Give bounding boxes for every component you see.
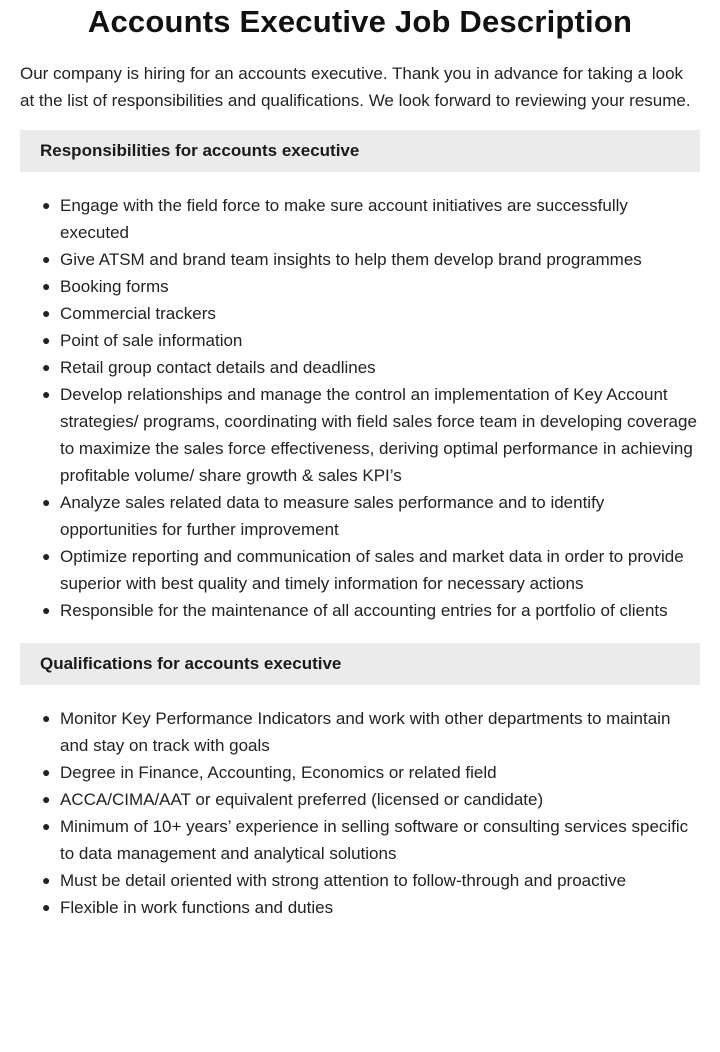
bullet-icon: ● [42, 305, 51, 321]
list-item: ● Develop relationships and manage the control an implementation of Key Account strategies/ programs, coordinating with field sales force team in developing coverage to maximize the sales force effectiveness, deriving optimal performance in achieving profitable volume/ share growth & sales KPI’s [60, 381, 700, 489]
bullet-icon: ● [42, 251, 51, 267]
list-item: ● Retail group contact details and deadlines [60, 354, 700, 381]
bullet-icon: ● [42, 872, 51, 888]
bullet-icon: ● [42, 899, 51, 915]
list-item: ● ACCA/CIMA/AAT or equivalent preferred (licensed or candidate) [60, 786, 700, 813]
bullet-icon: ● [42, 332, 51, 348]
bullet-icon: ● [42, 602, 51, 618]
bullet-icon: ● [42, 197, 51, 213]
qualifications-list [20, 705, 700, 921]
intro-paragraph: Our company is hiring for an accounts executive. Thank you in advance for taking a look at the list of responsibilities and qualifications. We look forward to reviewing your resume. [20, 64, 691, 110]
list-item: ● Minimum of 10+ years’ experience in selling software or consulting services specific to data management and analytical solutions [60, 813, 700, 867]
list-item: ● Analyze sales related data to measure sales performance and to identify opportunities for further improvement [60, 489, 700, 543]
bullet-icon: ● [42, 494, 51, 510]
bullet-icon: ● [42, 710, 51, 726]
bullet-icon: ● [42, 278, 51, 294]
responsibilities-heading: Responsibilities for accounts executive [20, 130, 700, 172]
list-item: ● Degree in Finance, Accounting, Economics or related field [60, 759, 700, 786]
list-item: ● Monitor Key Performance Indicators and work with other departments to maintain and stay on track with goals [60, 705, 700, 759]
qualifications-heading: Qualifications for accounts executive [20, 643, 700, 685]
list-item: ● Flexible in work functions and duties [60, 894, 700, 921]
list-item: ● Optimize reporting and communication of sales and market data in order to provide superior with best quality and timely information for necessary actions [60, 543, 700, 597]
bullet-icon: ● [42, 359, 51, 375]
list-item: ● Engage with the field force to make sure account initiatives are successfully executed [60, 192, 700, 246]
bullet-icon: ● [42, 764, 51, 780]
list-item: ● Responsible for the maintenance of all accounting entries for a portfolio of clients [60, 597, 700, 624]
list-item: ● Booking forms [60, 273, 700, 300]
list-item: ● Commercial trackers [60, 300, 700, 327]
list-item: ● Must be detail oriented with strong attention to follow-through and proactive [60, 867, 700, 894]
page-title: Accounts Executive Job Description [87, 4, 633, 39]
responsibilities-list [20, 192, 700, 624]
bullet-icon: ● [42, 791, 51, 807]
list-item: ● Point of sale information [60, 327, 700, 354]
bullet-icon: ● [42, 386, 51, 402]
list-item: ● Give ATSM and brand team insights to help them develop brand programmes [60, 246, 700, 273]
bullet-icon: ● [42, 818, 51, 834]
bullet-icon: ● [42, 548, 51, 564]
